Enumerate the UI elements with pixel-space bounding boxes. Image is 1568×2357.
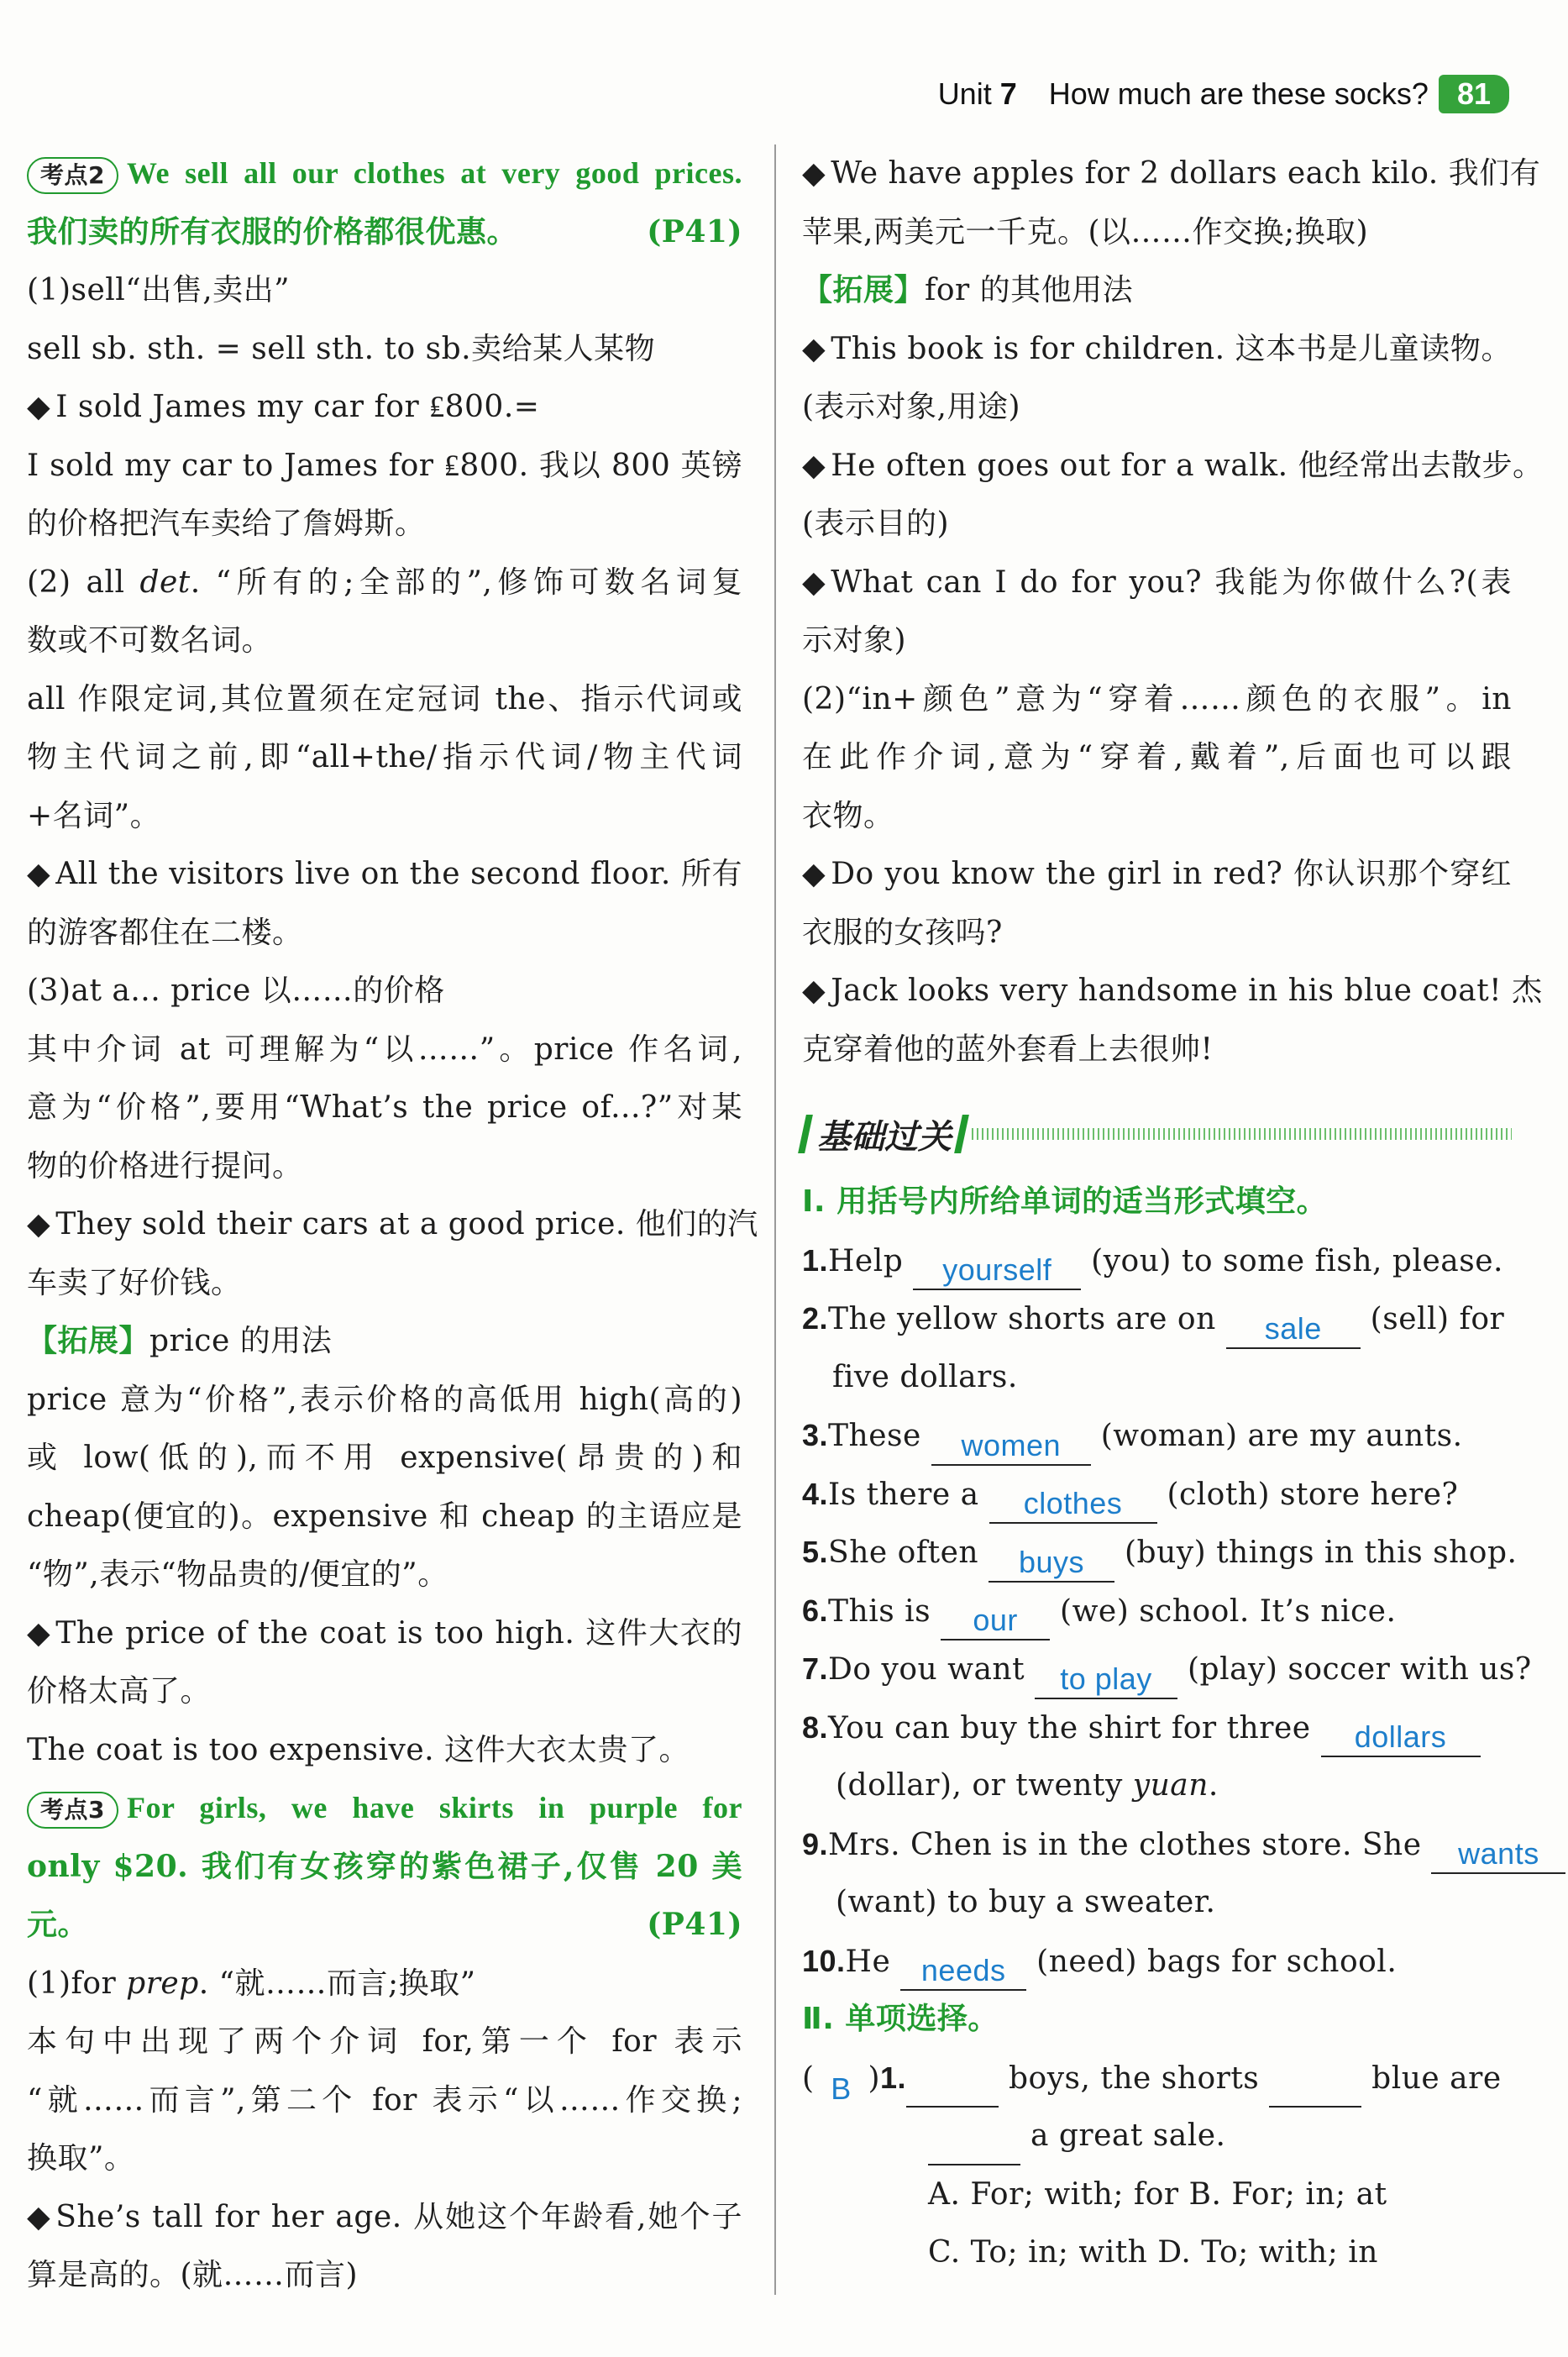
text-line: 示对象): [802, 623, 907, 658]
text-line: 衣物。: [802, 798, 894, 833]
page-number: 81: [1439, 75, 1509, 113]
text-line: cheap(便宜的)。expensive 和 cheap 的主语应是: [27, 1499, 742, 1534]
text-line: 的价格把汽车卖给了詹姆斯。: [27, 507, 426, 541]
extension-heading: 【拓展】price 的用法: [27, 1324, 333, 1358]
example-line: ◆ Jack looks very handsome in his blue coat! 杰: [802, 962, 1512, 1021]
text-line: 意为“价格”,要用“What’s the price of...?”对某: [27, 1090, 742, 1125]
text-line: (1)for prep. “就……而言;换取”: [27, 1966, 476, 2001]
section-rule: [972, 1128, 1512, 1140]
question-blank[interactable]: [906, 2072, 999, 2108]
question-blank[interactable]: [1269, 2072, 1361, 2108]
text-line: 车卖了好价钱。: [27, 1265, 242, 1300]
text-line: 或 low(低的),而不用 expensive(昂贵的)和: [27, 1441, 742, 1475]
answer-blank[interactable]: wants: [1431, 1835, 1565, 1874]
question-blank[interactable]: [928, 2130, 1020, 2165]
text-line: 物的价格进行提问。: [27, 1148, 303, 1184]
example-line: ◆ The price of the coat is too high. 这件大衣的: [27, 1604, 742, 1663]
text-line: all 作限定词,其位置须在定冠词 the、指示代词或: [27, 681, 742, 717]
diamond-icon: ◆: [27, 390, 51, 424]
text-line: 物主代词之前,即“all+the/指示代词/物主代词: [27, 740, 742, 774]
answer-blank[interactable]: yourself: [913, 1252, 1081, 1290]
kaodian3-heading: 考点3 For girls, we have skirts in purple for: [27, 1779, 742, 1838]
text-line: I sold my car to James for ₤800. 我以 800 英镑: [27, 448, 742, 483]
diamond-icon: ◆: [802, 564, 826, 600]
text-line: 克穿着他的蓝外套看上去很帅!: [802, 1032, 1214, 1067]
section-title: 基础过关: [802, 1110, 965, 1158]
unit-title: How much are these socks?: [1048, 76, 1429, 111]
text-line: 算是高的。(就……而言): [27, 2258, 359, 2292]
question-4: 4.Is there a clothes (cloth) store here?: [802, 1465, 1512, 1524]
answer-blank[interactable]: dollars: [1321, 1719, 1481, 1757]
unit-label: Unit 7: [937, 76, 1017, 111]
diamond-icon: ◆: [802, 974, 826, 1008]
diamond-icon: ◆: [27, 2199, 51, 2234]
text-line: “物”,表示“物品贵的/便宜的”。: [27, 1557, 448, 1592]
text-line: 本句中出现了两个介词 for,第一个 for 表示: [27, 2024, 742, 2059]
column-divider: [774, 144, 776, 2295]
text-line: (2) all det. “所有的;全部的”,修饰可数名词复: [27, 564, 742, 600]
mc-options-ab: A. For; with; for B. For; in; at: [928, 2176, 1387, 2212]
text-line: “就……而言”,第二个 for 表示“以……作交换;: [27, 2082, 742, 2118]
extension-heading: 【拓展】for 的其他用法: [802, 273, 1134, 307]
question-5: 5.She often buys (buy) things in this shop.: [802, 1523, 1512, 1582]
text-line: (表示目的): [802, 507, 950, 541]
text-line: (2)“in+颜色”意为“穿着……颜色的衣服”。in: [802, 681, 1512, 717]
answer-blank[interactable]: to play: [1035, 1661, 1177, 1699]
question-2-cont: five dollars.: [832, 1359, 1018, 1394]
answer-blank[interactable]: our: [941, 1602, 1050, 1640]
question-10: 10.He needs (need) bags for school.: [802, 1932, 1512, 1991]
text-line: +名词”。: [27, 798, 161, 833]
example-line: ◆ Do you know the girl in red? 你认识那个穿红: [802, 845, 1512, 904]
example-line: ◆ This book is for children. 这本书是儿童读物。: [802, 320, 1512, 379]
question-1: 1.Help yourself (you) to some fish, please.: [802, 1231, 1512, 1290]
left-column: [27, 144, 758, 2305]
mc-question-1: ( B )1. boys, the shorts blue are: [802, 2060, 1502, 2106]
diamond-icon: ◆: [27, 857, 51, 891]
part1-heading: Ⅰ. 用括号内所给单词的适当形式填空。: [802, 1184, 1328, 1219]
example-line: ◆ They sold their cars at a good price. 他们的汽: [27, 1195, 742, 1254]
kaodian3-line: 元。 (P41): [27, 1896, 742, 1955]
kaodian3-tag: 考点3: [27, 1792, 118, 1829]
question-8: 8.You can buy the shirt for three dollars: [802, 1698, 1512, 1757]
answer-blank[interactable]: women: [931, 1427, 1091, 1466]
kaodian3-line: only $20. 我们有女孩穿的紫色裙子,仅售 20 美: [27, 1848, 742, 1884]
page-ref: (P41): [647, 213, 742, 249]
question-7: 7.Do you want to play (play) soccer with us?: [802, 1640, 1512, 1698]
mc-options-cd: C. To; in; with D. To; with; in: [928, 2235, 1378, 2270]
question-2: 2.The yellow shorts are on sale (sell) for: [802, 1289, 1512, 1348]
question-6: 6.This is our (we) school. It’s nice.: [802, 1582, 1512, 1640]
example-line: ◆ We have apples for 2 dollars each kilo. 我们有: [802, 144, 1512, 203]
question-9-cont: (want) to buy a sweater.: [836, 1885, 1216, 1919]
text-line: sell sb. sth. = sell sth. to sb.卖给某人某物: [27, 331, 656, 366]
text-line: 价格太高了。: [27, 1674, 212, 1709]
answer-blank[interactable]: buys: [989, 1544, 1114, 1583]
mc-question-1-cont: a great sale.: [802, 2107, 1512, 2165]
text-line: 数或不可数名词。: [27, 623, 273, 658]
part2-heading: Ⅱ. 单项选择。: [802, 2002, 999, 2036]
text-line: The coat is too expensive. 这件大衣太贵了。: [27, 1732, 690, 1767]
example-line: ◆ She’s tall for her age. 从她这个年龄看,她个子: [27, 2188, 742, 2247]
diamond-icon: ◆: [802, 156, 826, 191]
right-column: [802, 144, 1544, 2282]
answer-blank[interactable]: needs: [900, 1952, 1026, 1991]
example-line: ◆ What can I do for you? 我能为你做什么?(表: [802, 554, 1512, 612]
mc-answer[interactable]: B: [831, 2071, 852, 2106]
text-line: 其中介词 at 可理解为“以……”。price 作名词,: [27, 1032, 742, 1067]
kaodian2-translation: 我们卖的所有衣服的价格都很优惠。 (P41): [27, 203, 742, 262]
diamond-icon: ◆: [27, 1207, 51, 1241]
question-9: 9.Mrs. Chen is in the clothes store. She wants: [802, 1815, 1512, 1874]
text-line: (表示对象,用途): [802, 390, 1021, 424]
text-line: 的游客都住在二楼。: [27, 915, 303, 950]
example-line: ◆ All the visitors live on the second floor. 所有: [27, 845, 742, 904]
example-line: ◆ I sold James my car for ₤800.=: [27, 378, 742, 437]
text-line: 换取”。: [27, 2141, 135, 2176]
kaodian2-tag: 考点2: [27, 157, 118, 194]
diamond-icon: ◆: [27, 1615, 51, 1651]
text-line: 苹果,两美元一千克。(以……作交换;换取): [802, 214, 1369, 249]
text-line: 衣服的女孩吗?: [802, 915, 1003, 950]
answer-blank[interactable]: sale: [1226, 1310, 1361, 1349]
question-8-cont: (dollar), or twenty yuan.: [836, 1768, 1219, 1803]
diamond-icon: ◆: [802, 331, 826, 366]
page-header: [938, 69, 1509, 119]
text-line: (3)at a... price 以……的价格: [27, 974, 445, 1008]
diamond-icon: ◆: [802, 857, 826, 891]
text-line: (1)sell“出售,卖出”: [27, 273, 291, 307]
question-3: 3.These women (woman) are my aunts.: [802, 1406, 1512, 1465]
page-ref: (P41): [647, 1907, 742, 1942]
diamond-icon: ◆: [802, 448, 826, 483]
answer-blank[interactable]: clothes: [989, 1485, 1157, 1524]
example-line: ◆ He often goes out for a walk. 他经常出去散步。: [802, 437, 1512, 496]
text-line: price 意为“价格”,表示价格的高低用 high(高的): [27, 1382, 742, 1417]
text-line: 在此作介词,意为“穿着,戴着”,后面也可以跟: [802, 740, 1512, 774]
kaodian2-heading: 考点2 We sell all our clothes at very good prices.: [27, 144, 742, 203]
section-basic-practice: [802, 1095, 1512, 1173]
